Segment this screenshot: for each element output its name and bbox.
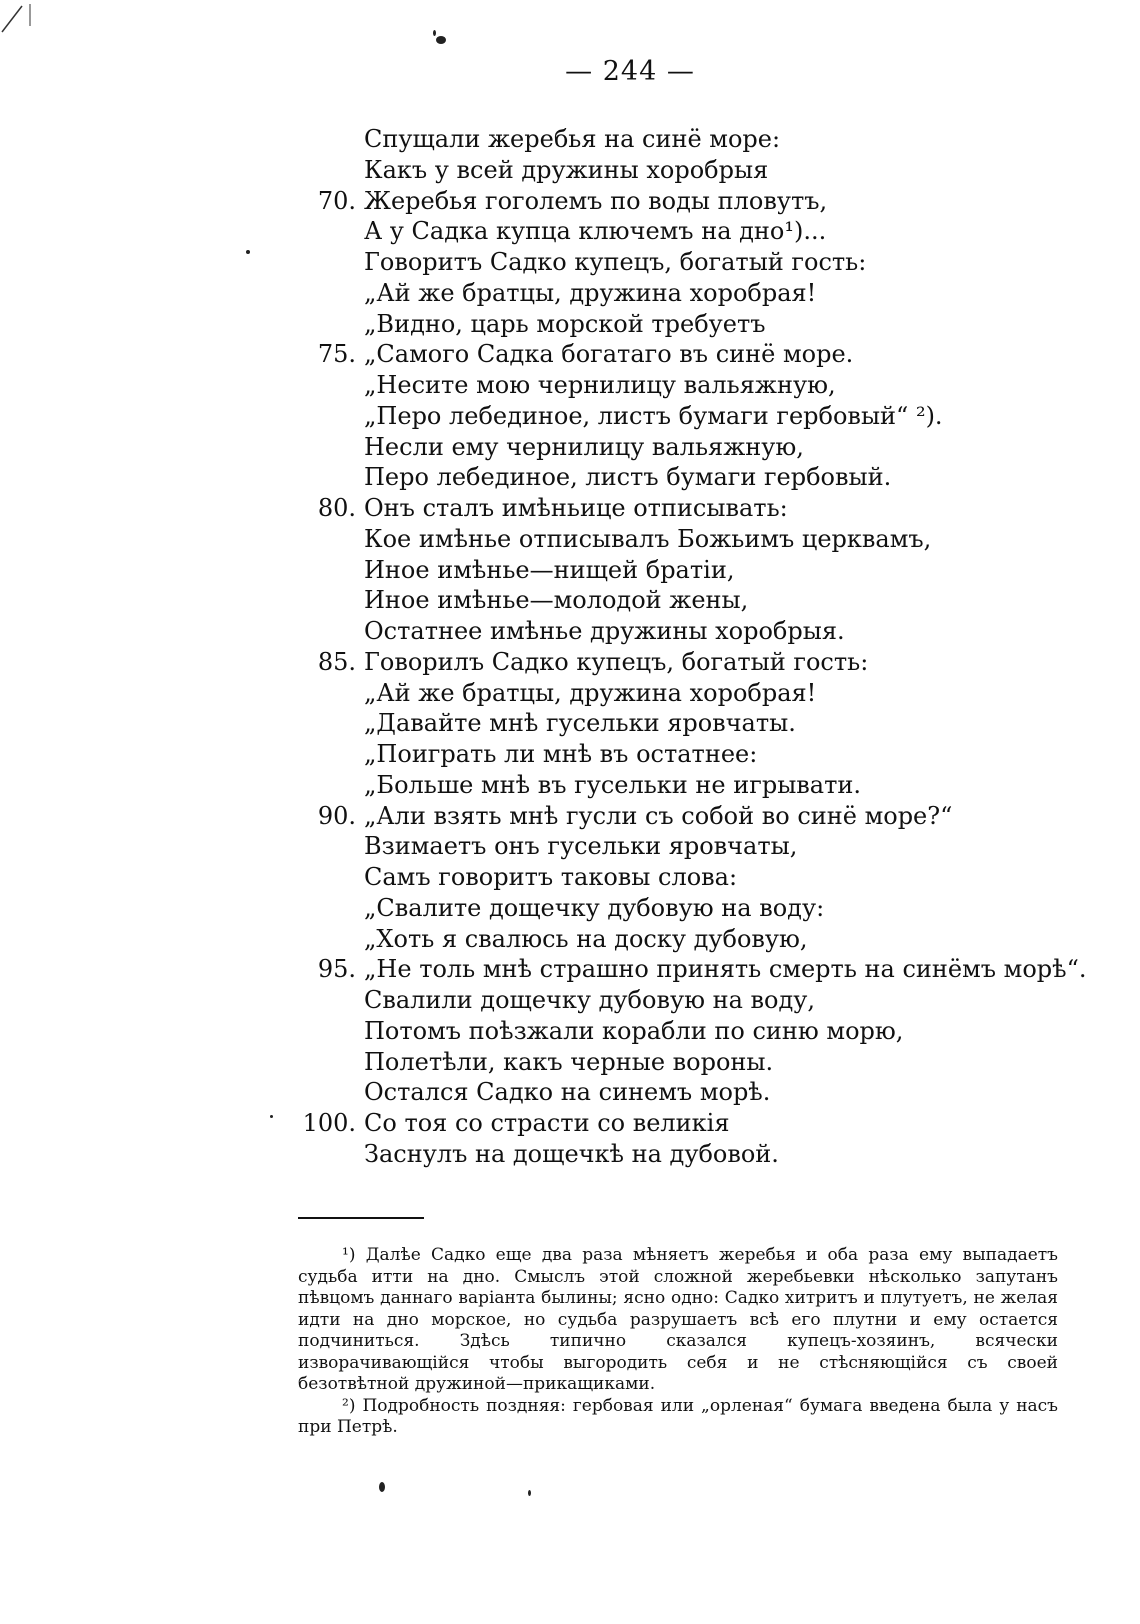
poem-line xyxy=(300,739,940,770)
poem-line xyxy=(300,186,940,217)
line-text: „Самого Садка богатаго въ синё море. xyxy=(364,340,854,369)
poem-line xyxy=(300,770,940,801)
poem-line xyxy=(300,524,940,555)
line-number: 90. xyxy=(317,801,356,830)
line-text: Онъ сталъ имѣньице отписывать: xyxy=(364,494,788,522)
line-number: 75. xyxy=(317,340,356,369)
line-text: Кое имѣнье отписывалъ Божьимъ церквамъ, xyxy=(364,524,932,553)
line-text: Со тоя со страсти со великiя xyxy=(364,1109,730,1137)
scan-speck xyxy=(528,1490,531,1496)
poem-line xyxy=(300,862,940,893)
poem-line xyxy=(300,678,940,709)
line-text: „Свалите дощечку дубовую на воду: xyxy=(364,893,825,922)
poem-line xyxy=(300,801,953,832)
line-text: Остатнее имѣнье дружины хоробрыя. xyxy=(364,617,845,645)
scan-speck xyxy=(246,250,250,254)
footnote-text: Подробность поздняя: гербовая или „орленая“ бумага введена была у насъ при Петрѣ. xyxy=(298,1395,1058,1437)
footnote-separator xyxy=(298,1217,424,1219)
line-text: Потомъ поѣзжали корабли по синю морю, xyxy=(364,1016,904,1045)
poem-line xyxy=(300,893,940,924)
poem-line xyxy=(300,462,940,493)
line-text: „Давайте мнѣ гусельки яровчаты. xyxy=(364,709,796,738)
poem-line xyxy=(300,1108,940,1139)
poem-line xyxy=(300,124,940,155)
corner-scan-mark xyxy=(0,0,40,34)
line-text: Жеребья гоголемъ по воды пловутъ, xyxy=(364,186,828,215)
line-text: „Перо лебединое, листъ бумаги гербовый“ ²). xyxy=(364,401,943,430)
line-text: А у Садка купца ключемъ на дно¹)... xyxy=(364,217,827,246)
footnote-marker: ¹) xyxy=(342,1245,356,1265)
poem-line xyxy=(300,370,940,401)
line-text: „Поиграть ли мнѣ въ остатнее: xyxy=(364,740,758,768)
poem-line xyxy=(300,493,940,524)
poem-line xyxy=(300,954,1087,985)
poem-line xyxy=(300,647,940,678)
poem-line xyxy=(300,831,940,862)
poem-line xyxy=(300,1016,940,1047)
line-text: Самъ говоритъ таковы слова: xyxy=(364,863,738,891)
poem-line xyxy=(300,1077,940,1108)
line-number: 85. xyxy=(317,647,356,676)
line-text: Заснулъ на дощечкѣ на дубовой. xyxy=(364,1139,779,1168)
scan-speck xyxy=(270,1115,273,1118)
line-text: „Не толь мнѣ страшно принять смерть на синёмъ морѣ“. xyxy=(364,955,1087,984)
line-text: Какъ у всей дружины хоробрыя xyxy=(364,155,769,184)
line-text: Взимаетъ онъ гусельки яровчаты, xyxy=(364,832,798,861)
poem-line xyxy=(300,924,940,955)
poem-line xyxy=(300,616,940,647)
line-text: Остался Садко на синемъ морѣ. xyxy=(364,1078,771,1107)
poem-line xyxy=(300,216,940,247)
poem-text xyxy=(300,124,1087,1170)
poem-line xyxy=(300,339,940,370)
line-number: 70. xyxy=(317,186,356,215)
poem-line xyxy=(300,985,940,1016)
line-number: 80. xyxy=(317,494,356,522)
poem-line xyxy=(300,432,940,463)
line-number: 100. xyxy=(302,1109,356,1137)
poem-line xyxy=(300,309,940,340)
poem-line xyxy=(300,555,940,586)
poem-line xyxy=(300,278,940,309)
footnote-marker: ²) xyxy=(342,1395,356,1416)
line-text: Несли ему чернилицу вальяжную, xyxy=(364,432,804,461)
poem-line xyxy=(300,155,940,186)
line-text: „Ай же братцы, дружина хоробрая! xyxy=(364,278,817,307)
footnote-2 xyxy=(298,1396,1058,1439)
line-text: Иное имѣнье—нищей братiи, xyxy=(364,555,735,584)
line-text: Иное имѣнье—молодой жены, xyxy=(364,586,749,615)
line-text: Перо лебединое, листъ бумаги гербовый. xyxy=(364,463,892,492)
poem-line xyxy=(300,247,940,278)
line-number: 95. xyxy=(317,955,356,984)
poem-line xyxy=(300,1047,940,1078)
scan-speck xyxy=(433,30,436,36)
poem-line xyxy=(300,585,940,616)
poem-line xyxy=(300,1139,940,1170)
footnotes xyxy=(298,1245,1058,1439)
poem-line xyxy=(300,708,940,739)
line-text: „Али взять мнѣ гусли съ собой во синё море?“ xyxy=(364,801,953,830)
line-text: „Видно, царь морской требуетъ xyxy=(364,309,766,338)
line-text: „Несите мою чернилицу вальяжную, xyxy=(364,371,836,399)
line-text: Говоритъ Садко купецъ, богатый гость: xyxy=(364,248,867,276)
line-text: Свалили дощечку дубовую на воду, xyxy=(364,986,816,1014)
poem-line xyxy=(300,401,943,432)
line-text: Спущали жеребья на синё море: xyxy=(364,125,781,153)
scan-speck xyxy=(379,1482,385,1492)
line-text: „Больше мнѣ въ гусельки не игрывати. xyxy=(364,770,862,799)
line-text: „Хоть я свалюсь на доску дубовую, xyxy=(364,924,808,953)
line-text: Полетѣли, какъ черные вороны. xyxy=(364,1047,774,1076)
line-text: Говорилъ Садко купецъ, богатый гость: xyxy=(364,647,869,676)
scan-speck xyxy=(436,36,446,44)
footnote-text: Далѣе Садко еще два раза мѣняетъ жеребья и оба раза ему выпадаетъ судьба итти на дно. Смыслъ этой сложной жеребьевки нѣсколько запутанъ пѣвцомъ даннаго варiанта былины; ясно одно: Садко хитритъ и плутуетъ, не желая идти на дно морское, но судьба разрушаетъ всѣ его плутни и ему остается подчиниться. Здѣсь типично сказался купецъ-хозяинъ, всячески изворачивающiйся чтобы выгородить себя и не стѣсняющiйся съ своей безотвѣтной дружиной—прикащиками. xyxy=(298,1245,1058,1394)
line-text: „Ай же братцы, дружина хоробрая! xyxy=(364,678,817,707)
page-number: — 244 — xyxy=(565,56,695,87)
footnote-1 xyxy=(298,1245,1058,1396)
